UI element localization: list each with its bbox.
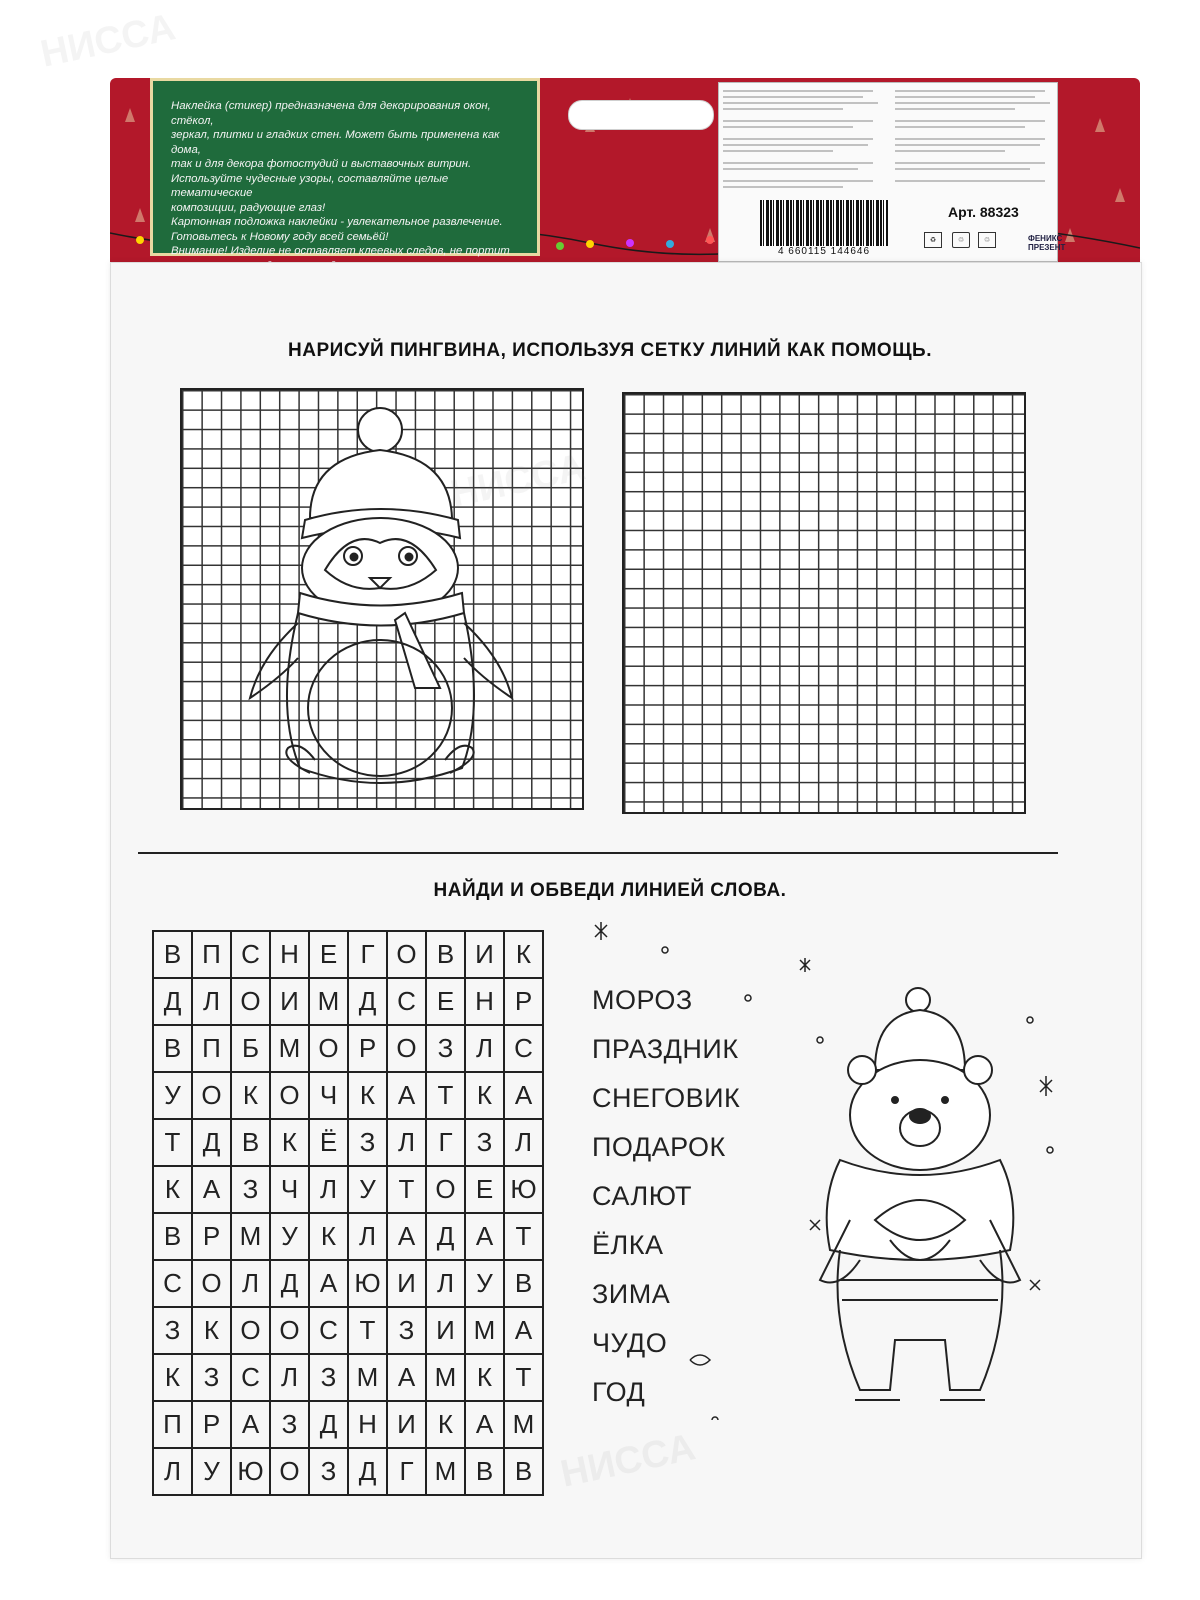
word-search-row	[153, 1307, 543, 1354]
word-search-cell[interactable]: О	[192, 1260, 231, 1307]
word-list-item: ПРАЗДНИК	[592, 1034, 739, 1064]
barcode	[760, 200, 888, 246]
word-search-cell[interactable]: У	[192, 1448, 231, 1495]
word-search-cell[interactable]: А	[192, 1166, 231, 1213]
description-line: Картонная подложка наклейки - увлекательное развлечение.	[171, 216, 503, 228]
section-divider	[138, 852, 1058, 854]
word-search-cell[interactable]: М	[465, 1307, 504, 1354]
word-search-cell[interactable]: Е	[465, 1166, 504, 1213]
snowflake-decorations	[590, 920, 800, 1420]
word-search-cell[interactable]: А	[387, 1354, 426, 1401]
word-search-cell[interactable]: К	[153, 1166, 192, 1213]
word-search-row	[153, 1025, 543, 1072]
word-search-cell[interactable]: Д	[192, 1119, 231, 1166]
word-search-cell[interactable]: К	[426, 1401, 465, 1448]
word-search-cell[interactable]: Т	[504, 1354, 543, 1401]
word-search-cell[interactable]: Л	[348, 1213, 387, 1260]
word-search-cell[interactable]: Н	[348, 1401, 387, 1448]
word-search-cell[interactable]: Т	[153, 1119, 192, 1166]
fine-print-lines	[895, 87, 1055, 197]
word-search-cell[interactable]: В	[426, 931, 465, 978]
word-search-cell[interactable]: К	[309, 1213, 348, 1260]
word-search-cell[interactable]: О	[231, 1307, 270, 1354]
word-search-cell[interactable]: З	[387, 1307, 426, 1354]
word-search-cell[interactable]: К	[231, 1072, 270, 1119]
word-search-cell[interactable]: А	[465, 1213, 504, 1260]
word-search-cell[interactable]: О	[270, 1072, 309, 1119]
word-search-cell[interactable]: Т	[504, 1213, 543, 1260]
word-search-cell[interactable]: О	[270, 1448, 309, 1495]
product-description-panel	[150, 78, 540, 256]
word-search-cell[interactable]: Л	[231, 1260, 270, 1307]
word-search-cell[interactable]: О	[309, 1025, 348, 1072]
word-search-cell[interactable]: Д	[348, 978, 387, 1025]
word-search-cell[interactable]: О	[426, 1166, 465, 1213]
word-search-cell[interactable]: Т	[348, 1307, 387, 1354]
word-search-cell[interactable]: В	[153, 931, 192, 978]
word-search-cell[interactable]: З	[231, 1166, 270, 1213]
word-search-cell[interactable]: Т	[387, 1166, 426, 1213]
word-search-cell[interactable]: А	[465, 1401, 504, 1448]
description-line: так и для декора фотостудий и выставочных витрин.	[171, 158, 472, 170]
word-search-cell[interactable]: К	[192, 1307, 231, 1354]
word-list-item: СНЕГОВИК	[592, 1083, 741, 1113]
word-search-cell[interactable]: П	[192, 931, 231, 978]
word-search-cell[interactable]: И	[270, 978, 309, 1025]
hang-hole	[568, 100, 714, 130]
word-search-cell[interactable]: У	[270, 1213, 309, 1260]
word-search-cell[interactable]: Л	[270, 1354, 309, 1401]
word-search-cell[interactable]: У	[465, 1260, 504, 1307]
word-search-cell[interactable]: О	[270, 1307, 309, 1354]
word-search-cell[interactable]: И	[465, 931, 504, 978]
word-search-cell[interactable]: П	[192, 1025, 231, 1072]
word-search-cell[interactable]: М	[309, 978, 348, 1025]
barcode-number: 4 660115 144646	[756, 246, 892, 257]
word-search-cell[interactable]: С	[309, 1307, 348, 1354]
word-search-cell[interactable]: Т	[426, 1072, 465, 1119]
word-search-cell[interactable]: З	[192, 1354, 231, 1401]
word-list-item: ЁЛКА	[592, 1230, 664, 1260]
word-search-cell[interactable]: В	[504, 1448, 543, 1495]
word-search-cell[interactable]: Ч	[270, 1166, 309, 1213]
word-search-cell[interactable]: З	[426, 1025, 465, 1072]
word-search-row	[153, 1448, 543, 1495]
word-search-cell[interactable]: К	[153, 1354, 192, 1401]
word-search-cell[interactable]: Н	[465, 978, 504, 1025]
word-list-item: ГОД	[592, 1377, 646, 1407]
word-search-cell[interactable]: О	[192, 1072, 231, 1119]
word-search-cell[interactable]: Д	[426, 1213, 465, 1260]
word-search-cell[interactable]: К	[348, 1072, 387, 1119]
word-search-cell[interactable]: Р	[192, 1213, 231, 1260]
word-search-cell[interactable]: З	[348, 1119, 387, 1166]
label-fine-print-left	[723, 87, 888, 200]
description-line: зеркал, плитки и гладких стен. Может быть применена как дома,	[171, 129, 500, 156]
brand-logo: ФЕНИКС ПРЕЗЕНТ	[1028, 234, 1066, 252]
word-search-cell[interactable]: С	[387, 978, 426, 1025]
word-search-cell[interactable]: И	[426, 1307, 465, 1354]
word-search-cell[interactable]: А	[504, 1072, 543, 1119]
word-search-cell[interactable]: О	[387, 1025, 426, 1072]
word-search-cell[interactable]: М	[504, 1401, 543, 1448]
description-line: Готовьтесь к Новому году всей семьёй!	[171, 230, 389, 243]
word-search-cell[interactable]: Л	[426, 1260, 465, 1307]
description-line: Внимание! Изделие не оставляет клеевых следов, не портит	[171, 245, 510, 257]
word-search-cell[interactable]: Г	[348, 931, 387, 978]
word-search-cell[interactable]: Л	[387, 1119, 426, 1166]
word-search-cell[interactable]: У	[153, 1072, 192, 1119]
word-search-cell[interactable]: В	[231, 1119, 270, 1166]
word-search-cell[interactable]: Ё	[309, 1119, 348, 1166]
word-search-cell[interactable]: М	[231, 1213, 270, 1260]
word-search-cell[interactable]: В	[465, 1448, 504, 1495]
word-search-cell[interactable]: Ч	[309, 1072, 348, 1119]
word-search-cell[interactable]: И	[387, 1260, 426, 1307]
penguin-illustration	[180, 388, 584, 810]
word-search-cell[interactable]: К	[504, 931, 543, 978]
word-search-cell[interactable]: Ю	[231, 1448, 270, 1495]
word-search-row	[153, 1260, 543, 1307]
word-search-cell[interactable]: Р	[192, 1401, 231, 1448]
word-search-cell[interactable]: В	[504, 1260, 543, 1307]
word-search-cell[interactable]: Р	[504, 978, 543, 1025]
word-search-cell[interactable]: Г	[426, 1119, 465, 1166]
word-search-cell[interactable]: З	[465, 1119, 504, 1166]
word-search-cell[interactable]: Ю	[504, 1166, 543, 1213]
word-search-cell[interactable]: З	[270, 1401, 309, 1448]
word-search-cell[interactable]: С	[231, 931, 270, 978]
description-line: композиции, радующие глаз!	[171, 201, 326, 214]
word-search-row	[153, 978, 543, 1025]
recycle-icon: ♲	[952, 232, 970, 248]
word-search-row	[153, 1072, 543, 1119]
word-search-cell[interactable]: Г	[387, 1448, 426, 1495]
word-search-cell[interactable]: У	[348, 1166, 387, 1213]
description-line: Используйте чудесные узоры, составляйте целые тематические	[171, 172, 449, 199]
word-search-cell[interactable]: М	[270, 1025, 309, 1072]
recycle-icon: ♲	[978, 232, 996, 248]
word-search-cell[interactable]: Л	[465, 1025, 504, 1072]
word-search-cell[interactable]: С	[231, 1354, 270, 1401]
word-search-cell[interactable]: А	[309, 1260, 348, 1307]
word-search-cell[interactable]: Д	[309, 1401, 348, 1448]
word-search-cell[interactable]: К	[465, 1072, 504, 1119]
word-search-row	[153, 931, 543, 978]
word-search-cell[interactable]: О	[387, 931, 426, 978]
fine-print-lines	[723, 87, 883, 197]
word-search-cell[interactable]: Д	[153, 978, 192, 1025]
section2-title: НАЙДИ И ОБВЕДИ ЛИНИЕЙ СЛОВА.	[433, 880, 787, 901]
word-search-row	[153, 1401, 543, 1448]
word-search-cell[interactable]: С	[153, 1260, 192, 1307]
word-search-cell[interactable]: В	[153, 1213, 192, 1260]
word-list-item: МОРОЗ	[592, 985, 693, 1015]
polar-bear-illustration	[780, 920, 1080, 1440]
word-list-item: САЛЮТ	[592, 1181, 692, 1211]
word-list-item: ПОДАРОК	[592, 1132, 726, 1162]
word-search-cell[interactable]: С	[504, 1025, 543, 1072]
word-search-cell[interactable]: З	[153, 1307, 192, 1354]
word-search-cell[interactable]: В	[153, 1025, 192, 1072]
word-search-grid[interactable]	[152, 930, 544, 1496]
word-search-cell[interactable]: Р	[348, 1025, 387, 1072]
word-list-item: ЧУДО	[592, 1328, 668, 1358]
word-search-cell[interactable]: Л	[192, 978, 231, 1025]
word-search-cell[interactable]: А	[387, 1213, 426, 1260]
word-search-row	[153, 1119, 543, 1166]
word-search-cell[interactable]: М	[426, 1448, 465, 1495]
word-search-cell[interactable]: И	[387, 1401, 426, 1448]
word-search-cell[interactable]: Е	[309, 931, 348, 978]
word-search-cell[interactable]: З	[309, 1448, 348, 1495]
trash-bin-icon: ♻	[924, 232, 942, 248]
word-search-cell[interactable]: К	[270, 1119, 309, 1166]
word-search-cell[interactable]: Н	[270, 931, 309, 978]
word-search-cell[interactable]: Д	[270, 1260, 309, 1307]
word-search-cell[interactable]: Л	[153, 1448, 192, 1495]
word-list-item: ЗИМА	[592, 1279, 671, 1309]
word-search-cell[interactable]: А	[231, 1401, 270, 1448]
word-search-row	[153, 1166, 543, 1213]
section1-title: НАРИСУЙ ПИНГВИНА, ИСПОЛЬЗУЯ СЕТКУ ЛИНИЙ КАК ПОМОЩЬ.	[288, 340, 932, 361]
penguin-drawing-grid[interactable]	[622, 392, 1026, 814]
label-fine-print-right	[895, 87, 1058, 200]
word-search-cell[interactable]: Ю	[348, 1260, 387, 1307]
watermark: НИССА	[37, 6, 179, 76]
word-search-cell[interactable]: Д	[348, 1448, 387, 1495]
word-search-cell[interactable]: А	[504, 1307, 543, 1354]
word-search-cell[interactable]: О	[231, 978, 270, 1025]
word-search-cell[interactable]: Б	[231, 1025, 270, 1072]
article-number: Арт. 88323	[948, 204, 1019, 220]
word-search-row	[153, 1213, 543, 1260]
word-search-cell[interactable]: А	[387, 1072, 426, 1119]
description-line: Наклейка (стикер) предназначена для декорирования окон, стёкол,	[171, 100, 491, 127]
word-search-cell[interactable]: М	[426, 1354, 465, 1401]
word-search-cell[interactable]: П	[153, 1401, 192, 1448]
word-search-row	[153, 1354, 543, 1401]
word-search-cell[interactable]: З	[309, 1354, 348, 1401]
word-search-cell[interactable]: Е	[426, 978, 465, 1025]
word-search-cell[interactable]: К	[465, 1354, 504, 1401]
word-search-cell[interactable]: М	[348, 1354, 387, 1401]
word-search-cell[interactable]: Л	[309, 1166, 348, 1213]
word-search-cell[interactable]: Л	[504, 1119, 543, 1166]
